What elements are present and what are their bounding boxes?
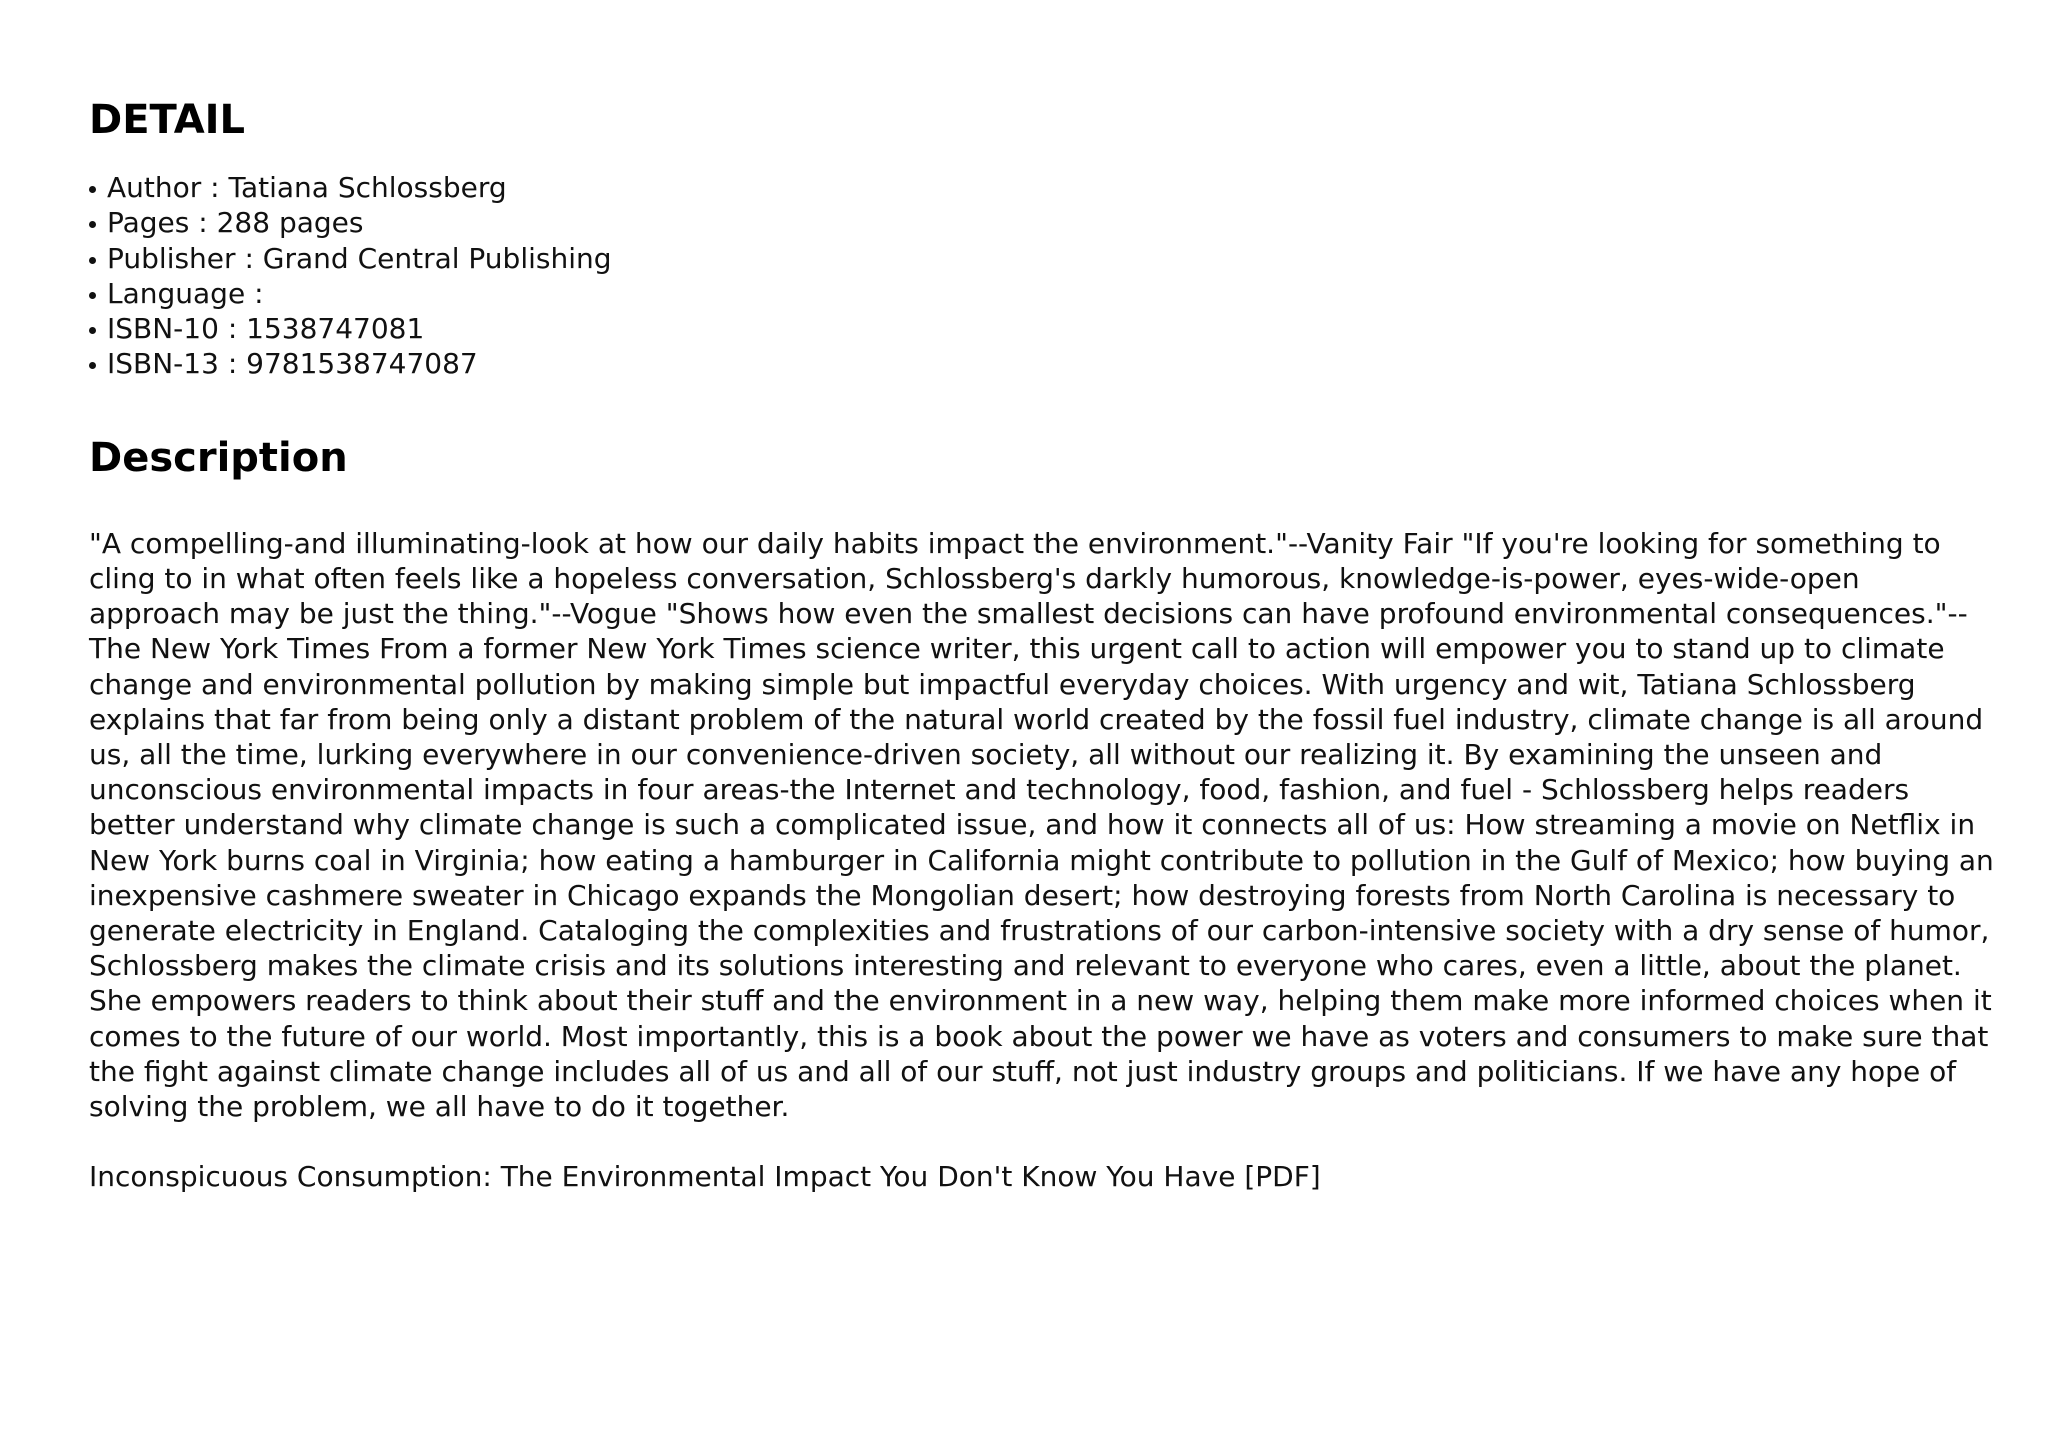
document-page <box>89 96 1999 1194</box>
detail-list <box>89 170 1999 382</box>
detail-item-language <box>89 276 1999 311</box>
bullet-icon <box>89 221 96 228</box>
book-title-line: Inconspicuous Consumption: The Environmental Impact You Don't Know You Have [PDF] <box>89 1160 1321 1194</box>
detail-item-text: ISBN-10 : 1538747081 <box>107 312 425 346</box>
detail-item-text: Pages : 288 pages <box>107 206 364 240</box>
bullet-icon <box>89 362 96 369</box>
detail-heading: DETAIL <box>89 97 246 143</box>
detail-item-publisher <box>89 241 1999 276</box>
description-heading: Description <box>89 434 348 481</box>
bullet-icon <box>89 292 96 299</box>
bullet-icon <box>89 257 96 264</box>
detail-item-text: Author : Tatiana Schlossberg <box>107 171 507 204</box>
description-body: "A compelling-and illuminating-look at how our daily habits impact the environment."--Vanity Fair "If you're looking for something to cling to in what often feels like a hopeless conversation, Schlossberg's darkly humorous, knowledge-is-power, eyes-wide-open approach may be just the thing."--Vogue "Shows how even the smallest decisions can have profound environmental consequences."--The New York Times From a former New York Times science writer, this urgent call to action will empower you to stand up to climate change and environmental pollution by making simple but impactful everyday choices. With urgency and wit, Tatiana Schlossberg explains that far from being only a distant problem of the natural world created by the fossil fuel industry, climate change is all around us, all the time, lurking everywhere in our convenience-driven society, all without our realizing it. By examining the unseen and unconscious environmental impacts in four areas-the Internet and technology, food, fashion, and fuel - Schlossberg helps readers better understand why climate change is such a complicated issue, and how it connects all of us: How streaming a movie on Netflix in New York burns coal in Virginia; how eating a hamburger in California might contribute to pollution in the Gulf of Mexico; how buying an inexpensive cashmere sweater in Chicago expands the Mongolian desert; how destroying forests from North Carolina is necessary to generate electricity in England. Cataloging the complexities and frustrations of our carbon-intensive society with a dry sense of humor, Schlossberg makes the climate crisis and its solutions interesting and relevant to everyone who cares, even a little, about the planet. She empowers readers to think about their stuff and the environment in a new way, helping them make more informed choices when it comes to the future of our world. Most importantly, this is a book about the power we have as voters and consumers to make sure that the fight against climate change includes all of us and all of our stuff, not just industry groups and politicians. If we have any hope of solving the problem, we all have to do it together. <box>89 526 1994 1124</box>
bullet-icon <box>89 327 96 334</box>
detail-item-text: Publisher : Grand Central Publishing <box>107 241 612 275</box>
detail-item-isbn10 <box>89 311 1999 346</box>
bullet-icon <box>89 186 96 193</box>
detail-item-text: ISBN-13 : 9781538747087 <box>107 347 478 381</box>
detail-item-text: Language : <box>107 276 264 310</box>
detail-item-isbn13 <box>89 346 1999 381</box>
detail-item-pages <box>89 205 1999 240</box>
detail-item-author <box>89 170 1999 205</box>
